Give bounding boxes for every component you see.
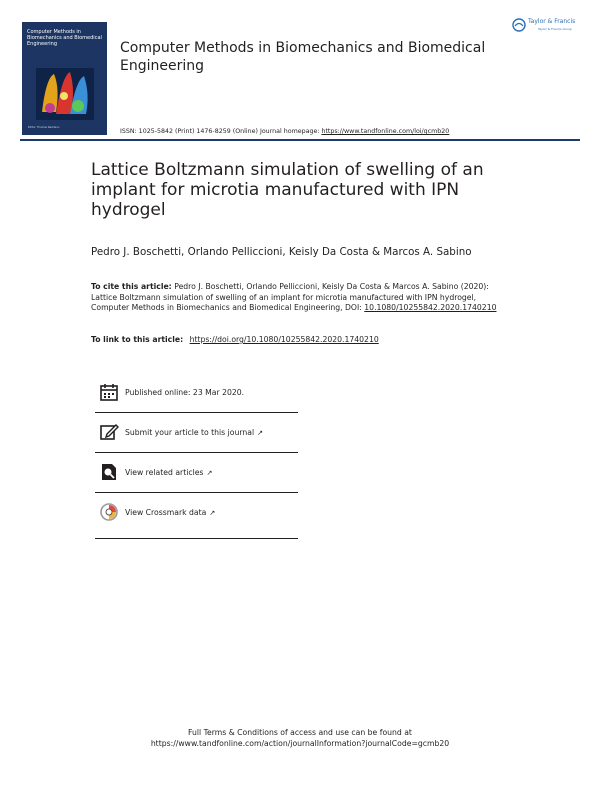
issn-line [120, 128, 449, 135]
related-articles-text [125, 468, 212, 477]
article-title: Lattice Boltzmann simulation of swelling of an implant for microtia manufactured with IPN hydrogel [91, 160, 484, 220]
row-divider [95, 452, 298, 454]
crossmark-text [125, 508, 215, 517]
crossmark-label[interactable]: View Crossmark data [125, 508, 207, 517]
footer-terms-link[interactable]: https://www.tandfonline.com/action/journalInformation?journalCode=gcmb20 [150, 739, 450, 748]
row-divider [95, 412, 298, 414]
related-articles-row[interactable] [95, 461, 298, 493]
external-link-icon: ↗ [257, 429, 263, 437]
footer [100, 727, 500, 749]
article-authors: Pedro J. Boschetti, Orlando Pelliccioni, Keisly Da Costa & Marcos A. Sabino [91, 246, 472, 258]
publisher-logo [510, 14, 582, 38]
row-divider [95, 538, 298, 540]
journal-cover-image [22, 22, 107, 135]
publisher-logo-icon [512, 18, 526, 32]
cover-editors: Editor: Thomas Davidson [28, 126, 60, 129]
published-online-text: Published online: 23 Mar 2020. [125, 388, 245, 397]
publisher-logo-group: Taylor & Francis Group [538, 27, 572, 31]
issn-text: ISSN: 1025-5842 (Print) 1476-8259 (Online) Journal homepage: [120, 128, 320, 135]
journal-homepage-link[interactable]: https://www.tandfonline.com/loi/gcmb20 [321, 128, 450, 135]
citation-block [91, 282, 511, 314]
article-doi-link[interactable]: https://doi.org/10.1080/10255842.2020.1740210 [189, 335, 379, 344]
submit-article-label[interactable]: Submit your article to this journal [125, 428, 255, 437]
edit-icon [99, 422, 119, 442]
submit-article-text [125, 428, 263, 437]
external-link-icon: ↗ [209, 509, 216, 517]
search-document-icon [99, 462, 119, 482]
citation-doi-link[interactable]: 10.1080/10255842.2020.1740210 [364, 303, 497, 312]
cover-title: Computer Methods in Biomechanics and Biomedical Engineering [27, 29, 102, 47]
external-link-icon: ↗ [206, 469, 213, 477]
citation-label: To cite this article: [91, 282, 172, 291]
submit-article-row[interactable] [95, 421, 298, 453]
crossmark-icon [99, 502, 119, 522]
publisher-logo-name: Taylor & Francis [528, 18, 576, 25]
citation-text: Pedro J. Boschetti, Orlando Pelliccioni, Keisly Da Costa & Marcos A. Sabino (2020): Lattice Boltzmann simulation of swelling of an implant for microtia manufactured with IPN hydrogel, Computer Methods in Biomechanics and Biomedical Engineering, DOI: [91, 282, 489, 312]
cover-artwork [36, 68, 94, 120]
row-divider [95, 492, 298, 494]
journal-title: Computer Methods in Biomechanics and Biomedical Engineering [120, 40, 486, 74]
calendar-icon [99, 382, 119, 402]
crossmark-row[interactable] [95, 501, 298, 539]
related-articles-label[interactable]: View related articles [125, 468, 204, 477]
article-link-line [91, 335, 379, 344]
footer-terms-text: Full Terms & Conditions of access and use can be found at [188, 728, 412, 737]
header-divider [20, 139, 580, 141]
article-link-label: To link to this article: [91, 335, 184, 344]
published-online-row [95, 381, 298, 413]
